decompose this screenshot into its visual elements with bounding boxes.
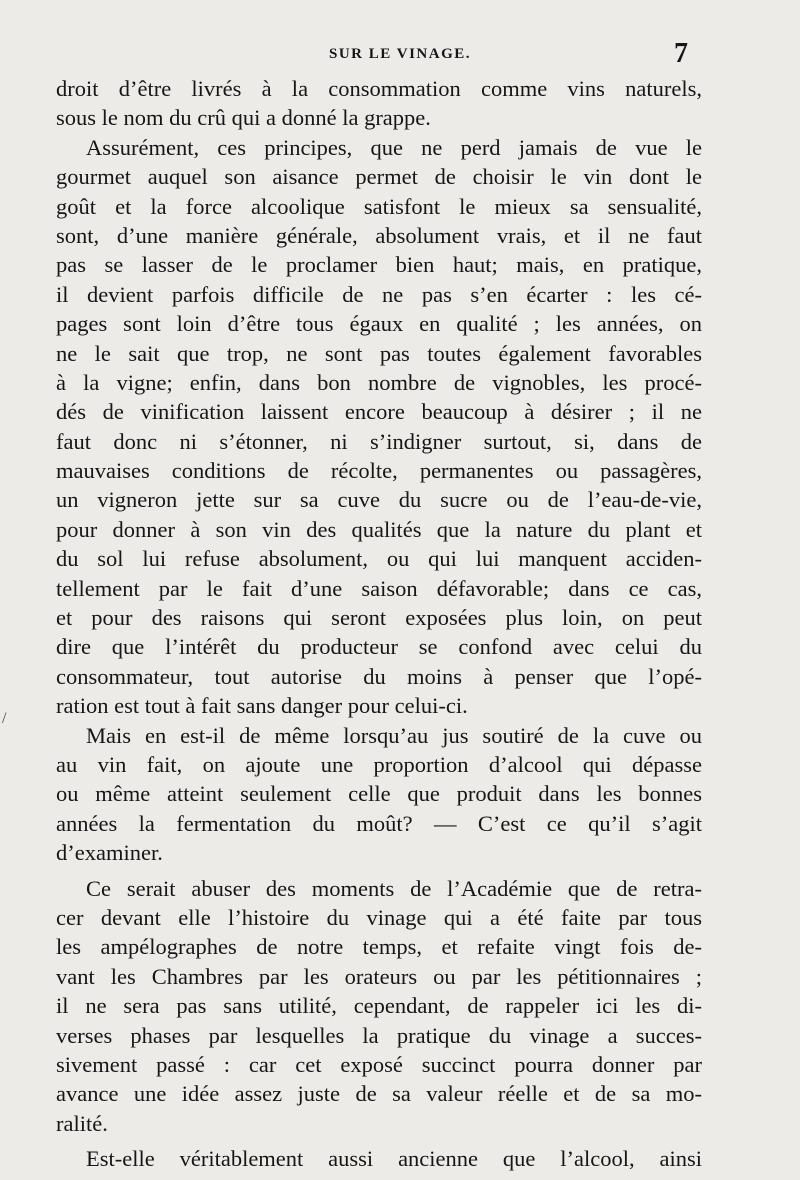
text-line: ration est tout à fait sans danger pour celui-ci.	[56, 693, 468, 719]
text-line: goût et la force alcoolique satisfont le mieux sa sensualité,	[56, 193, 702, 219]
text-line: ou même atteint seulement celle que produit dans les bonnes	[56, 781, 702, 807]
text-line: au vin fait, on ajoute une proportion d’alcool qui dépasse	[56, 751, 702, 777]
text-line: dés de vinification laissent encore beaucoup à désirer ; il ne	[56, 399, 702, 425]
running-title: SUR LE VINAGE.	[328, 46, 471, 62]
text-line: du sol lui refuse absolument, ou qui lui manquent acciden-	[56, 546, 702, 572]
text-line: mauvaises conditions de récolte, permanentes ou passagères,	[56, 458, 702, 484]
text-line: années la fermentation du moût? — C’est ce qu’il s’agit	[56, 810, 702, 836]
text-line: droit d’être livrés à la consommation comme vins naturels,	[56, 76, 702, 101]
page-header	[0, 40, 800, 70]
text-line: tellement par le fait d’une saison défavorable; dans ce cas,	[56, 575, 702, 601]
text-line: Mais en est-il de même lorsqu’au jus soutiré de la cuve ou	[86, 722, 702, 748]
text-line: sivement passé : car cet exposé succinct pourra donner par	[56, 1051, 702, 1077]
text-line: pages sont loin d’être tous égaux en qualité ; les années, on	[56, 311, 702, 337]
text-line: cer devant elle l’histoire du vinage qui a été faite par tous	[56, 904, 702, 930]
text-line: Ce serait abuser des moments de l’Académie que de retra-	[86, 875, 702, 901]
text-line: il devient parfois difficile de ne pas s’en écarter : les cé-	[56, 281, 702, 307]
paragraph	[56, 1144, 702, 1173]
text-line: et pour des raisons qui seront exposées plus loin, on peut	[56, 605, 702, 631]
margin-mark: /	[2, 710, 7, 727]
text-line: ne le sait que trop, ne sont pas toutes également favorables	[56, 340, 702, 366]
text-line: gourmet auquel son aisance permet de choisir le vin dont le	[56, 164, 702, 190]
text-line: les ampélographes de notre temps, et refaite vingt fois de-	[56, 934, 702, 960]
text-line: Est-elle véritablement aussi ancienne que l’alcool, ainsi	[86, 1146, 702, 1172]
text-line: pas se lasser de le proclamer bien haut; mais, en pratique,	[56, 252, 702, 278]
text-line: verses phases par lesquelles la pratique du vinage a succes-	[56, 1022, 702, 1048]
text-line: d’examiner.	[56, 840, 163, 866]
text-line: Assurément, ces principes, que ne perd jamais de vue le	[86, 134, 702, 160]
text-line: ralité.	[56, 1110, 108, 1136]
text-line: sont, d’une manière générale, absolument vrais, et il ne faut	[56, 222, 702, 248]
text-line: vant les Chambres par les orateurs ou par les pétitionnaires ;	[56, 963, 702, 989]
body-text	[56, 74, 702, 1173]
text-line: faut donc ni s’étonner, ni s’indigner surtout, si, dans de	[56, 428, 702, 454]
text-line: il ne sera pas sans utilité, cependant, de rappeler ici les di-	[56, 993, 702, 1019]
text-line: avance une idée assez juste de sa valeur réelle et de sa mo-	[56, 1081, 702, 1107]
paragraph	[56, 721, 702, 868]
paragraph	[56, 74, 702, 133]
text-line: pour donner à son vin des qualités que la nature du plant et	[56, 516, 702, 542]
text-line: dire que l’intérêt du producteur se confond avec celui du	[56, 634, 702, 660]
text-line: consommateur, tout autorise du moins à penser que l’opé-	[56, 663, 702, 689]
text-line: un vigneron jette sur sa cuve du sucre ou de l’eau-de-vie,	[56, 487, 702, 513]
page-number: 7	[674, 38, 688, 69]
paragraph	[56, 133, 702, 721]
text-line: à la vigne; enfin, dans bon nombre de vignobles, les procé-	[56, 369, 702, 395]
paragraph	[56, 874, 702, 1139]
text-line: sous le nom du crû qui a donné la grappe.	[56, 105, 431, 131]
